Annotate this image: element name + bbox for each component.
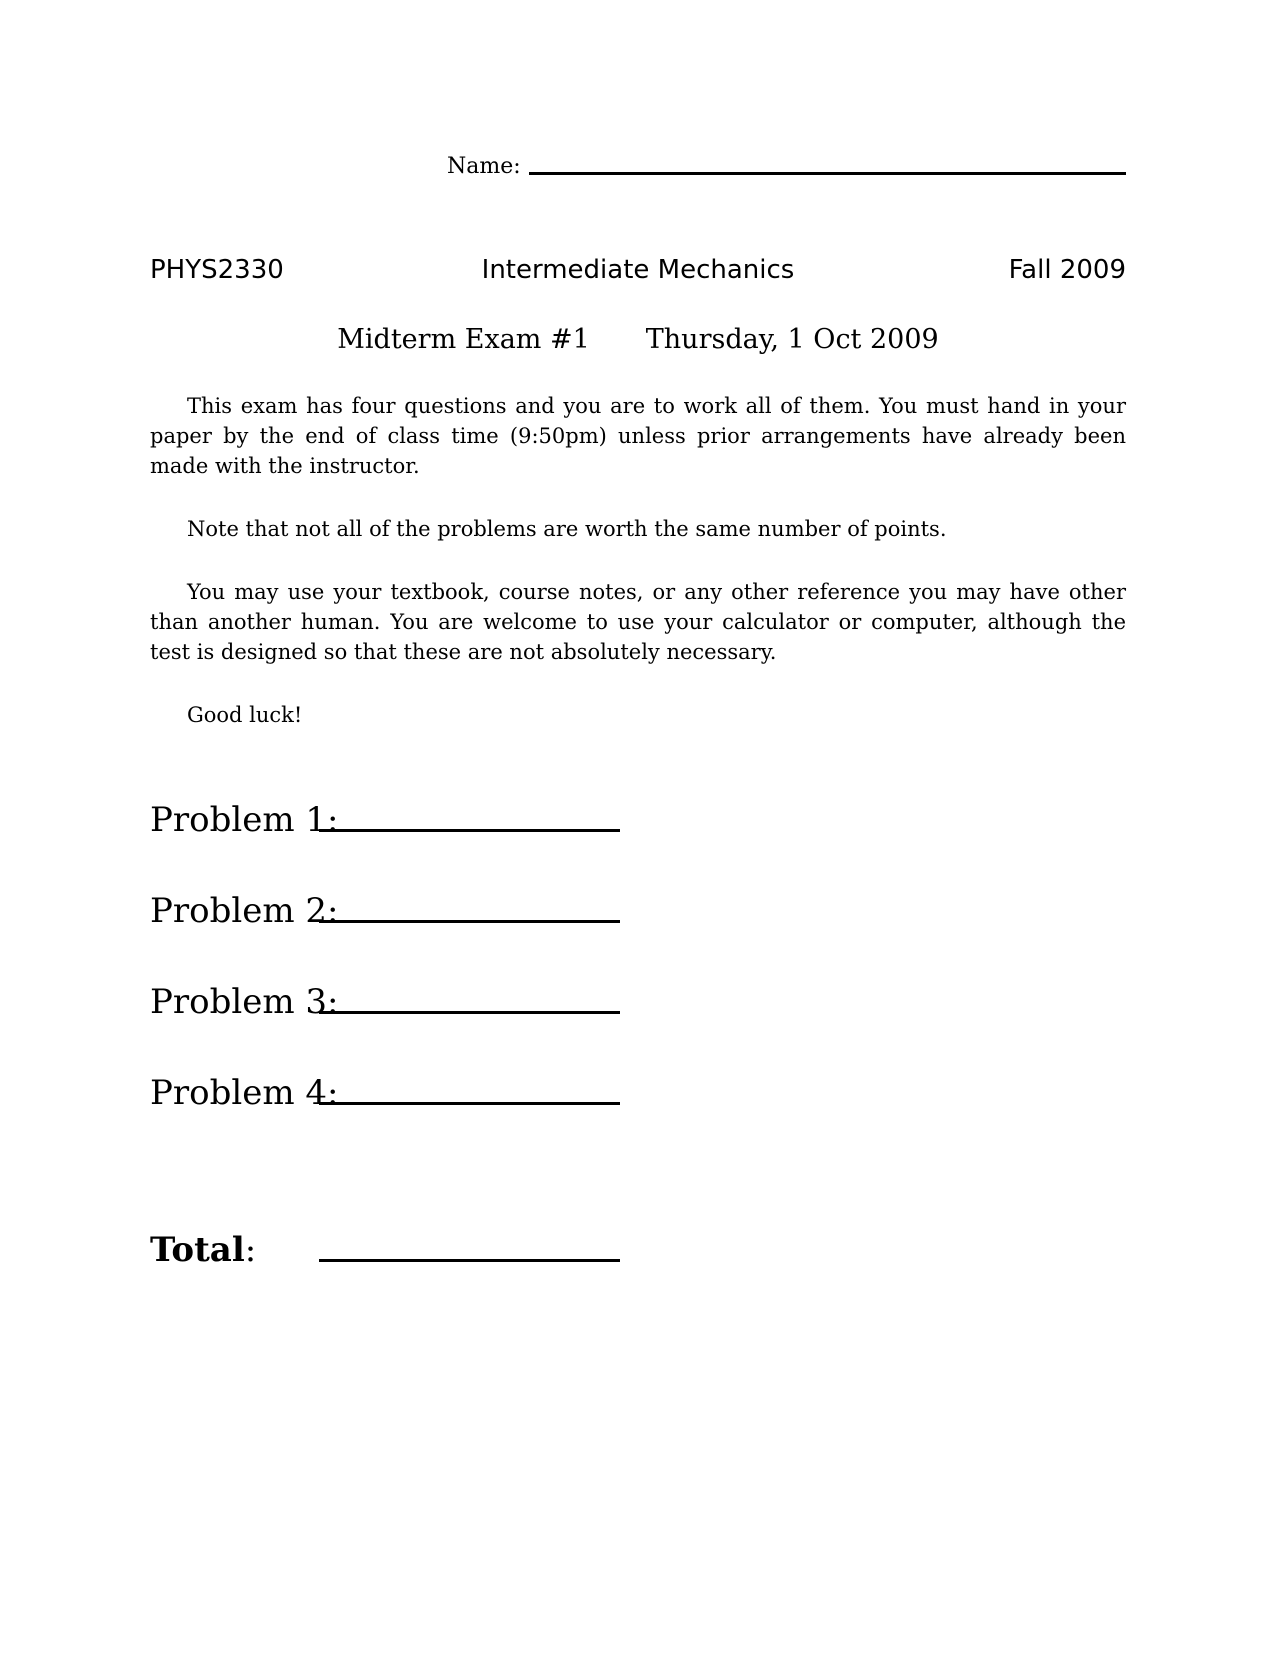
score-row-problem-4: [150, 1070, 620, 1114]
score-label: Problem 4:: [150, 1073, 339, 1113]
name-blank-line[interactable]: [529, 172, 1126, 175]
total-colon: :: [244, 1230, 257, 1270]
score-row-problem-2: [150, 888, 620, 932]
score-label: Problem 1:: [150, 800, 339, 840]
total-blank-line[interactable]: [319, 1259, 620, 1262]
course-code: PHYS2330: [150, 255, 284, 285]
score-blank-line[interactable]: [319, 920, 620, 923]
exam-cover-page: [150, 0, 1126, 1656]
score-blank-line[interactable]: [319, 1011, 620, 1014]
course-term: Fall 2009: [1008, 255, 1126, 285]
course-title: Intermediate Mechanics: [481, 255, 795, 285]
name-field: [447, 150, 1126, 180]
score-row-problem-3: [150, 979, 620, 1023]
score-label: Problem 3:: [150, 982, 339, 1022]
course-header: [150, 253, 1126, 287]
exam-heading: [150, 322, 1126, 358]
score-blank-line[interactable]: [319, 1102, 620, 1105]
instruction-paragraph: Note that not all of the problems are worth the same number of points.: [187, 517, 947, 541]
exam-date: Thursday, 1 Oct 2009: [645, 324, 939, 355]
score-label: Problem 2:: [150, 891, 339, 931]
instruction-paragraph: Good luck!: [187, 703, 303, 727]
score-row-total: [150, 1227, 620, 1271]
score-blank-line[interactable]: [319, 829, 620, 832]
total-label-text: Total: [150, 1230, 245, 1270]
name-label: Name:: [447, 154, 521, 179]
score-row-problem-1: [150, 797, 620, 841]
instruction-paragraph: This exam has four questions and you are to work all of them. You must hand in your paper by the end of class time (9:50pm) unless prior arrangements have already been made with the instructor.: [150, 394, 1126, 478]
instruction-paragraph: You may use your textbook, course notes, or any other reference you may have other than another human. You are welcome to use your calculator or computer, although the test is designed so that these are not absolutely necessary.: [150, 580, 1126, 664]
total-label: [150, 1229, 319, 1271]
exam-title: Midterm Exam #1: [337, 324, 590, 355]
